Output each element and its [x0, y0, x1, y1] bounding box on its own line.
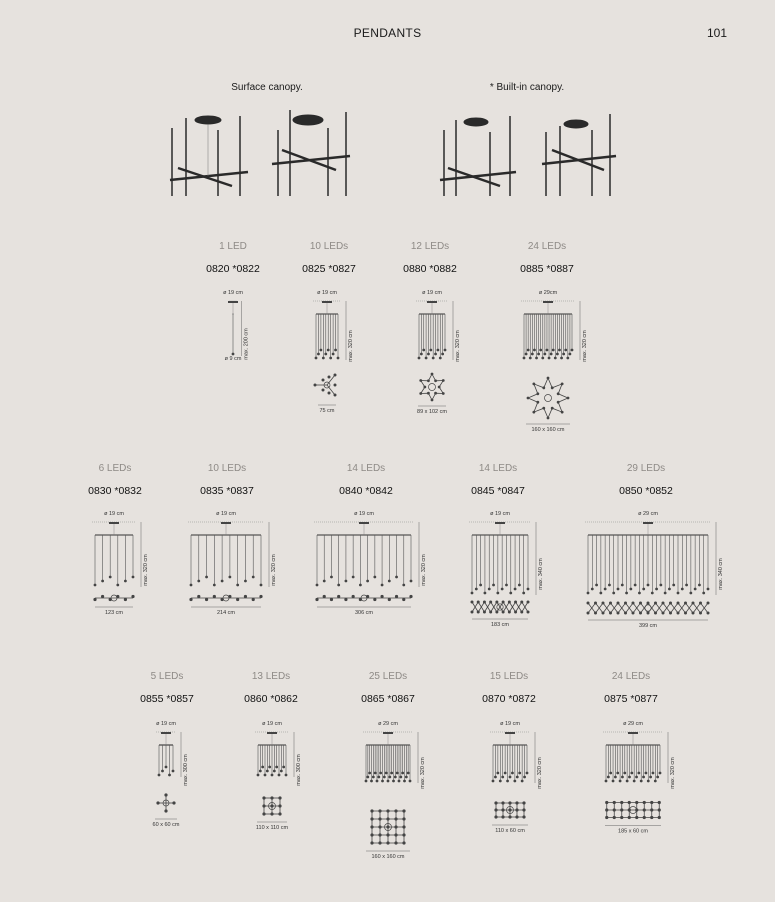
product-label: 15 LEDs 0870 *0872 — [482, 671, 536, 705]
diameter-label: ø 29 cm — [638, 511, 658, 517]
builtin-canopy-caption: * Built-in canopy. — [489, 82, 565, 93]
height-label: max. 340 cm — [538, 558, 544, 590]
diameter-label: ø 29 cm — [378, 721, 398, 727]
diameter-label: ø 19 cm — [216, 511, 236, 517]
diameter-label: ø 19 cm — [500, 721, 520, 727]
product-label: 12 LEDs 0880 *0882 — [403, 241, 457, 275]
width-label: 123 cm — [104, 610, 124, 616]
height-label: max. 320 cm — [582, 330, 588, 362]
product-label: 5 LEDs 0855 *0857 — [140, 671, 194, 705]
height-label: max. 320 cm — [143, 554, 149, 586]
height-label: max. 320 cm — [537, 757, 543, 789]
diameter-label: ø 29cm — [538, 290, 558, 296]
size-label: 75 cm — [319, 408, 335, 414]
diameter-label: ø 19 cm — [156, 721, 176, 727]
size-label: 89 x 102 cm — [417, 409, 447, 415]
width-label: 214 cm — [216, 610, 236, 616]
width-label: 183 cm — [490, 622, 510, 628]
height-label: max. 340 cm — [718, 558, 724, 590]
diameter-label: ø 9 cm — [224, 356, 242, 362]
diameter-label: ø 19 cm — [354, 511, 374, 517]
product-label: 14 LEDs 0840 *0842 — [339, 463, 393, 497]
height-label: max. 320 cm — [348, 330, 354, 362]
size-label: 110 x 60 cm — [495, 828, 525, 834]
product-label: 1 LED 0820 *0822 — [206, 241, 260, 275]
product-label: 6 LEDs 0830 *0832 — [88, 463, 142, 497]
height-label: max. 300 cm — [296, 754, 302, 786]
height-label: max. 320 cm — [455, 330, 461, 362]
diameter-label: ø 19 cm — [104, 511, 124, 517]
page-number: 101 — [706, 26, 727, 40]
diameter-label: ø 19 cm — [262, 721, 282, 727]
surface-canopy-caption: Surface canopy. — [231, 82, 303, 93]
page-title: PENDANTS — [353, 26, 422, 40]
diameter-label: ø 29 cm — [623, 721, 643, 727]
height-label: max. 320 cm — [420, 757, 426, 789]
product-label: 14 LEDs 0845 *0847 — [471, 463, 525, 497]
height-label: max. 200 cm — [243, 328, 250, 360]
size-label: 160 x 160 cm — [531, 427, 565, 433]
product-label: 10 LEDs 0835 *0837 — [200, 463, 254, 497]
product-label: 24 LEDs 0885 *0887 — [520, 241, 574, 275]
product-label: 25 LEDs 0865 *0867 — [361, 671, 415, 705]
height-label: max. 320 cm — [670, 757, 676, 789]
height-label: max. 320 cm — [421, 554, 427, 586]
height-label: max. 300 cm — [183, 754, 189, 786]
size-label: 185 x 60 cm — [618, 828, 648, 835]
size-label: 160 x 160 cm — [371, 854, 405, 860]
product-label: 29 LEDs 0850 *0852 — [619, 463, 673, 497]
width-label: 399 cm — [638, 623, 658, 629]
product-label: 13 LEDs 0860 *0862 — [244, 671, 298, 705]
product-label: 24 LEDs 0875 *0877 — [604, 671, 658, 705]
diameter-label: ø 19 cm — [422, 290, 442, 296]
width-label: 306 cm — [354, 610, 374, 616]
diameter-label: ø 19 cm — [223, 290, 243, 296]
size-label: 110 x 110 cm — [255, 825, 289, 831]
height-label: max. 320 cm — [271, 554, 277, 586]
diameter-label: ø 19 cm — [490, 511, 510, 517]
size-label: 60 x 60 cm — [152, 822, 180, 828]
diameter-label: ø 19 cm — [317, 290, 337, 296]
product-label: 10 LEDs 0825 *0827 — [302, 241, 356, 275]
